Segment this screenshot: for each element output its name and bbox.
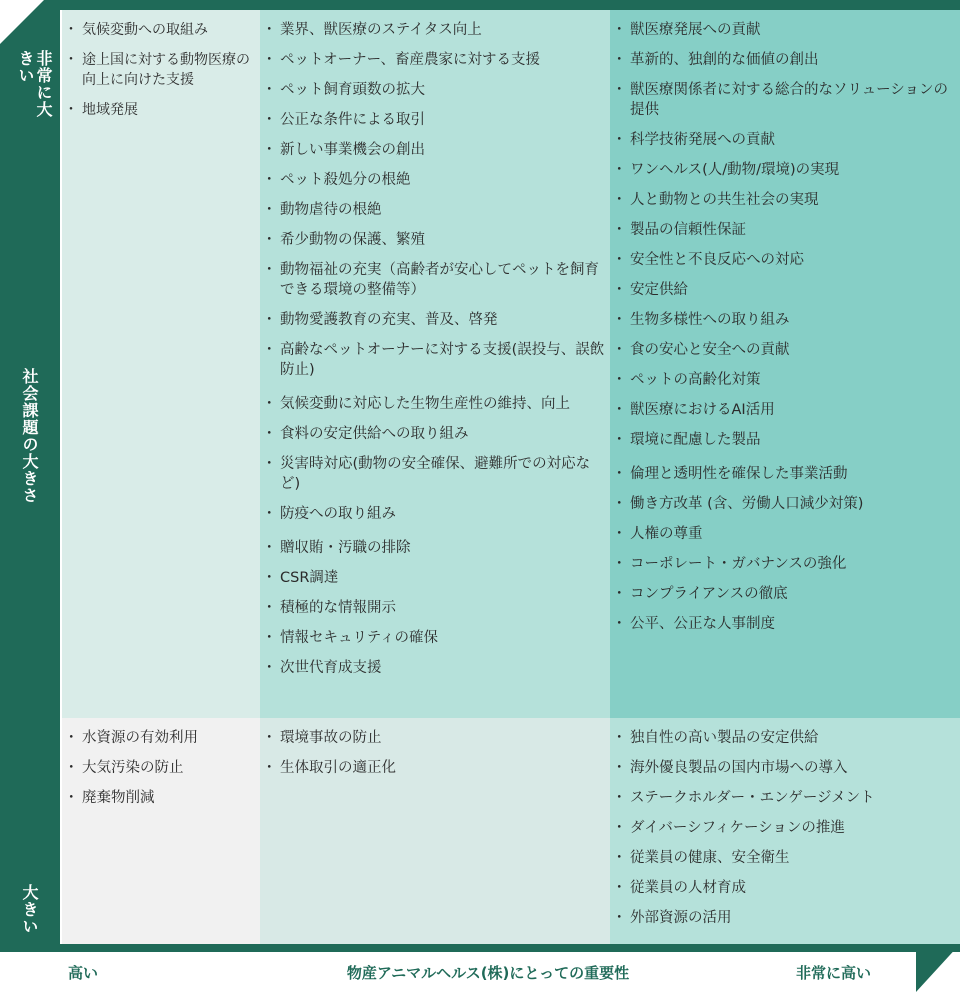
issue-item: ・ ワンヘルス(人/動物/環境)の実現	[616, 160, 956, 180]
issue-item: ・ 安定供給	[616, 280, 956, 300]
y-axis-title: 社会課題の大きさ	[20, 368, 39, 504]
issue-item: ・ 動物福祉の充実（高齢者が安心してペットを飼育できる環境の整備等）	[266, 260, 606, 300]
issue-item: ・ 従業員の健康、安全衛生	[616, 848, 956, 868]
issue-item: ・ 業界、獣医療のステイタス向上	[266, 20, 606, 40]
x-axis-bar	[0, 944, 960, 952]
issue-item: ・ ダイバーシフィケーションの推進	[616, 818, 956, 838]
issue-item: ・ 廃棄物削減	[68, 788, 256, 808]
frame-top	[0, 0, 960, 10]
issue-item: ・ 安全性と不良反応への対応	[616, 250, 956, 270]
issue-item: ・ 従業員の人材育成	[616, 878, 956, 898]
issue-item: ・ 獣医療発展への貢献	[616, 20, 956, 40]
issue-item: ・ 生物多様性への取り組み	[616, 310, 956, 330]
y-axis-low-label: 大きい	[20, 884, 39, 935]
issue-item: ・ 贈収賄・汚職の排除	[266, 538, 606, 558]
issue-item: ・ 食料の安定供給への取り組み	[266, 424, 606, 444]
issue-item: ・ 製品の信頼性保証	[616, 220, 956, 240]
issue-item: ・ 公平、公正な人事制度	[616, 614, 956, 634]
issue-item: ・ 独自性の高い製品の安定供給	[616, 728, 956, 748]
x-axis-low-label: 高い	[68, 964, 99, 982]
cell-top-left	[62, 10, 260, 718]
issue-list	[266, 20, 606, 678]
frame-corner-top-left	[0, 0, 44, 44]
issue-item: ・ ペット飼育頭数の拡大	[266, 80, 606, 100]
issue-item: ・ 海外優良製品の国内市場への導入	[616, 758, 956, 778]
x-axis-arrow	[916, 944, 960, 1000]
issue-item: ・ 働き方改革 (含、労働人口減少対策)	[616, 494, 956, 514]
issue-item: ・ 獣医療におけるAI活用	[616, 400, 956, 420]
issue-item: ・ 公正な条件による取引	[266, 110, 606, 130]
cell-top-right	[610, 10, 960, 718]
issue-item: ・ 防疫への取り組み	[266, 504, 606, 524]
x-axis-title: 物産アニマルヘルス(株)にとっての重要性	[346, 964, 630, 982]
issue-item: ・ 人権の尊重	[616, 524, 956, 544]
issue-item: ・ 次世代育成支援	[266, 658, 606, 678]
issue-item: ・ 高齢なペットオーナーに対する支援(誤投与、誤飲防止)	[266, 340, 606, 380]
issue-item: ・ 動物虐待の根絶	[266, 200, 606, 220]
issue-item: ・ 動物愛護教育の充実、普及、啓発	[266, 310, 606, 330]
issue-item: ・ ペット殺処分の根絶	[266, 170, 606, 190]
issue-item: ・ 生体取引の適正化	[266, 758, 606, 778]
issue-item: ・ 人と動物との共生社会の実現	[616, 190, 956, 210]
issue-item: ・ 新しい事業機会の創出	[266, 140, 606, 160]
cell-bottom-left	[62, 718, 260, 944]
issue-item: ・ ステークホルダー・エンゲージメント	[616, 788, 956, 808]
issue-item: ・ 外部資源の活用	[616, 908, 956, 928]
issue-item: ・ コーポレート・ガバナンスの強化	[616, 554, 956, 574]
cell-top-middle	[260, 10, 610, 718]
issue-item: ・ 大気汚染の防止	[68, 758, 256, 778]
issue-item: ・ 積極的な情報開示	[266, 598, 606, 618]
issue-list	[266, 728, 606, 778]
issue-item: ・ 獣医療関係者に対する総合的なソリューションの提供	[616, 80, 956, 120]
issue-item: ・ 食の安心と安全への貢献	[616, 340, 956, 360]
issue-item: ・ ペットの高齢化対策	[616, 370, 956, 390]
issue-list	[616, 20, 956, 634]
issue-item: ・ ペットオーナー、畜産農家に対する支援	[266, 50, 606, 70]
issue-list	[68, 728, 256, 808]
issue-item: ・ 倫理と透明性を確保した事業活動	[616, 464, 956, 484]
x-axis-high-label: 非常に高い	[796, 964, 872, 982]
issue-item: ・ 水資源の有効利用	[68, 728, 256, 748]
issue-list	[616, 728, 956, 928]
issue-list	[68, 20, 256, 120]
issue-item: ・ 環境に配慮した製品	[616, 430, 956, 450]
issue-item: ・ CSR調達	[266, 568, 606, 588]
issue-item: ・ 災害時対応(動物の安全確保、避難所での対応など)	[266, 454, 606, 494]
issue-item: ・ 希少動物の保護、繁殖	[266, 230, 606, 250]
issue-item: ・ 気候変動に対応した生物生産性の維持、向上	[266, 394, 606, 414]
y-axis-high-label: 非常に大きい	[16, 50, 53, 118]
cell-bottom-middle	[260, 718, 610, 944]
issue-item: ・ 気候変動への取組み	[68, 20, 256, 40]
cell-bottom-right	[610, 718, 960, 944]
issue-item: ・ コンプライアンスの徹底	[616, 584, 956, 604]
issue-item: ・ 情報セキュリティの確保	[266, 628, 606, 648]
issue-item: ・ 科学技術発展への貢献	[616, 130, 956, 150]
issue-item: ・ 環境事故の防止	[266, 728, 606, 748]
issue-item: ・ 途上国に対する動物医療の向上に向けた支援	[68, 50, 256, 90]
issue-item: ・ 地域発展	[68, 100, 256, 120]
issue-item: ・ 革新的、独創的な価値の創出	[616, 50, 956, 70]
